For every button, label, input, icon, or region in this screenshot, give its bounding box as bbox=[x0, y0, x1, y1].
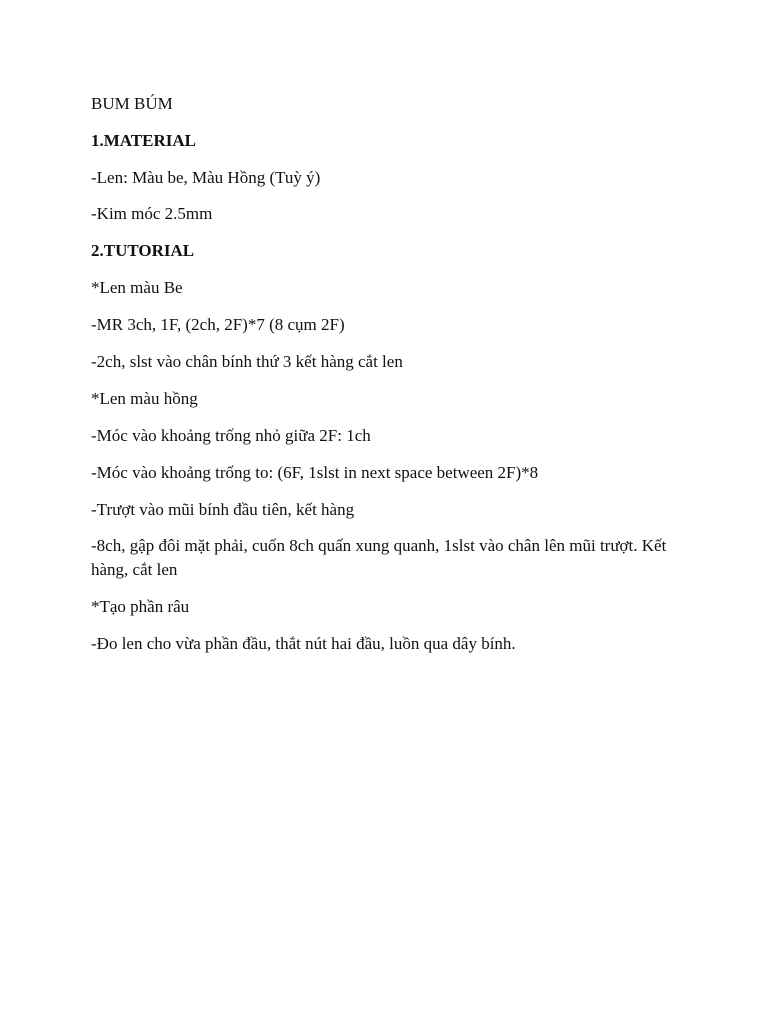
material-item: -Kim móc 2.5mm bbox=[91, 204, 213, 223]
tutorial-line: -Móc vào khoảng trống nhỏ giữa 2F: 1ch bbox=[91, 426, 371, 445]
tutorial-line: *Tạo phần râu bbox=[91, 597, 190, 616]
tutorial-line: -Đo len cho vừa phần đầu, thắt nút hai đầu, luồn qua dây bính. bbox=[91, 634, 516, 653]
tutorial-line: *Len màu hồng bbox=[91, 389, 198, 408]
tutorial-line: -MR 3ch, 1F, (2ch, 2F)*7 (8 cụm 2F) bbox=[91, 315, 345, 334]
tutorial-line: -Móc vào khoảng trống to: (6F, 1slst in next space between 2F)*8 bbox=[91, 463, 539, 482]
tutorial-heading: 2.TUTORIAL bbox=[91, 241, 195, 260]
tutorial-line: -Trượt vào mũi bính đầu tiên, kết hàng bbox=[91, 500, 355, 519]
tutorial-line: -8ch, gập đôi mặt phải, cuốn 8ch quấn xung quanh, 1slst vào chân lên mũi trượt. Kết hàng, cắt len bbox=[91, 536, 667, 579]
tutorial-line: -2ch, slst vào chân bính thứ 3 kết hàng cắt len bbox=[91, 352, 403, 371]
document-title: BUM BÚM bbox=[91, 94, 173, 113]
material-item: -Len: Màu be, Màu Hồng (Tuỳ ý) bbox=[91, 168, 321, 187]
material-heading: 1.MATERIAL bbox=[91, 131, 196, 150]
tutorial-line: *Len màu Be bbox=[91, 278, 183, 297]
document-page bbox=[91, 0, 691, 1024]
